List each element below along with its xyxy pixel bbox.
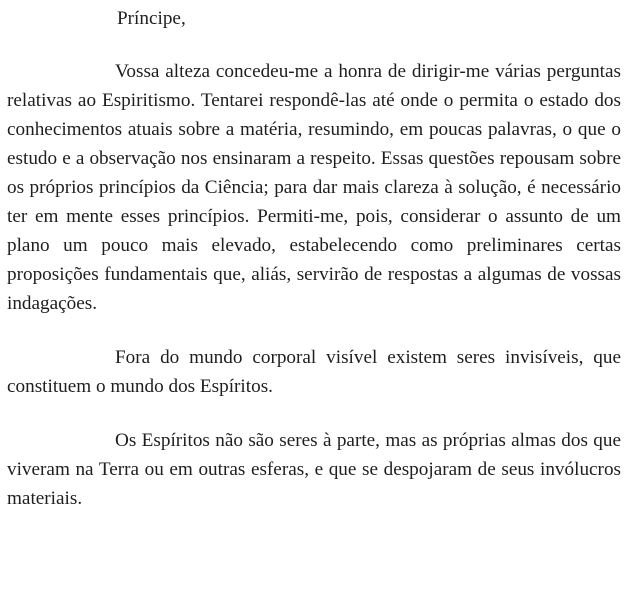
paragraph-1: Vossa alteza concedeu-me a honra de dirigir-me várias perguntas relativas ao Espiritismo. Tentarei respondê-las até onde o permita o estado dos conhecimentos atuais sobre a matéria, resumindo, em poucas palavras, o que o estudo e a observação nos ensinaram a respeito. Essas questões repousam sobre os próprios princípios da Ciência; para dar mais clareza à solução, é necessário ter em mente esses princípios. Permiti-me, pois, considerar o assunto de um plano um pouco mais elevado, estabelecendo como preliminares certas proposições fundamentais que, aliás, servirão de respostas a algumas de vossas indagações. — [7, 61, 621, 314]
paragraph-3: Os Espíritos não são seres à parte, mas as próprias almas dos que viveram na Terra ou em outras esferas, e que se despojaram de seus invólucros materiais. — [7, 430, 621, 509]
paragraph-2: Fora do mundo corporal visível existem seres invisíveis, que constituem o mundo dos Espíritos. — [7, 347, 621, 397]
salutation: Príncipe, — [117, 8, 186, 29]
